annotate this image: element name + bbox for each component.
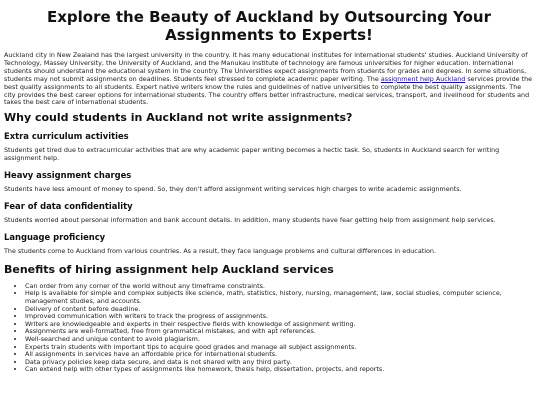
list-item: • Experts train students with important tips to acquire good grades and manage all subject assignments. (25, 344, 534, 352)
extracurricular-text: Students get tired due to extracurricular activities that are why academic paper writing becomes a hectic task. So, students in Auckland search for writing assignment help. (4, 146, 500, 163)
list-item: • Writers are knowledgeable and experts in their respective fields with knowledge of assignment writing. (25, 321, 534, 329)
heavy-charges-heading: Heavy assignment charges (4, 170, 132, 181)
assignment-help-link[interactable]: assignment help Auckland (380, 74, 466, 83)
list-item: • All assignments in services have an affordable price for international students. (25, 351, 534, 359)
list-item: • Data privacy policies keep data secure, and data is not shared with any third party. (25, 359, 534, 367)
page-title: Explore the Beauty of Auckland by Outsourcing Your Assignments to Experts! (46, 8, 492, 44)
benefits-section-heading: Benefits of hiring assignment help Auckland services (4, 262, 334, 276)
data-confidentiality-heading: Fear of data confidentiality (4, 201, 133, 212)
intro-text-before-link: Auckland city in New Zealand has the largest university in the country. It has many educational institutes for international students' studies. Auckland University of Technology, Massey University, the University of Auckland, and the Manukau institute of technology are famous universities for higher education. International students should understand the educational system in the country. The Universities expect assignments from students for grades and degrees. In some situations, students may not submit assignments on deadlines. Students feel stressed to complete academic paper writing. The (4, 51, 528, 83)
why-section-heading: Why could students in Auckland not write assignments? (4, 111, 353, 125)
language-proficiency-heading: Language proficiency (4, 231, 106, 242)
list-item: • Well-searched and unique content to avoid plagiarism. (25, 336, 534, 344)
language-proficiency-text: The students come to Auckland from various countries. As a result, they face language problems and cultural differences in education. (4, 246, 437, 255)
list-item: • Can order from any corner of the world without any timeframe constraints. (25, 283, 534, 291)
intro-paragraph (4, 52, 534, 107)
data-confidentiality-text: Students worried about personal information and bank account details. In addition, many students have fear getting help from assignment help services. (4, 216, 496, 225)
list-item: • Can extend help with other types of assignments like homework, thesis help, dissertation, projects, and reports. (25, 366, 534, 374)
extracurricular-heading: Extra curriculum activities (4, 131, 129, 142)
heavy-charges-text: Students have less amount of money to spend. So, they don't afford assignment writing services high charges to write academic assignments. (4, 185, 462, 194)
list-item: • Help is available for simple and complex subjects like science, math, statistics, history, nursing, management, law, social studies, computer science, management studies, and accounts. (25, 290, 534, 305)
list-item: • Assignments are well-formatted, free from grammatical mistakes, and with apt references. (25, 328, 534, 336)
intro-text-after-link: services provide the best quality assignments to all students. Expert native writers know the rules and guidelines of native universities to complete the best quality assignments. The city provides the best career options for international students. The country offers better infrastructure, medical services, transport, and livelihood for students and takes the best care of international students. (4, 74, 533, 107)
list-item: • Delivery of content before deadline. (25, 306, 534, 314)
benefits-list (4, 283, 534, 374)
list-item: • Improved communication with writers to track the progress of assignments. (25, 313, 534, 321)
